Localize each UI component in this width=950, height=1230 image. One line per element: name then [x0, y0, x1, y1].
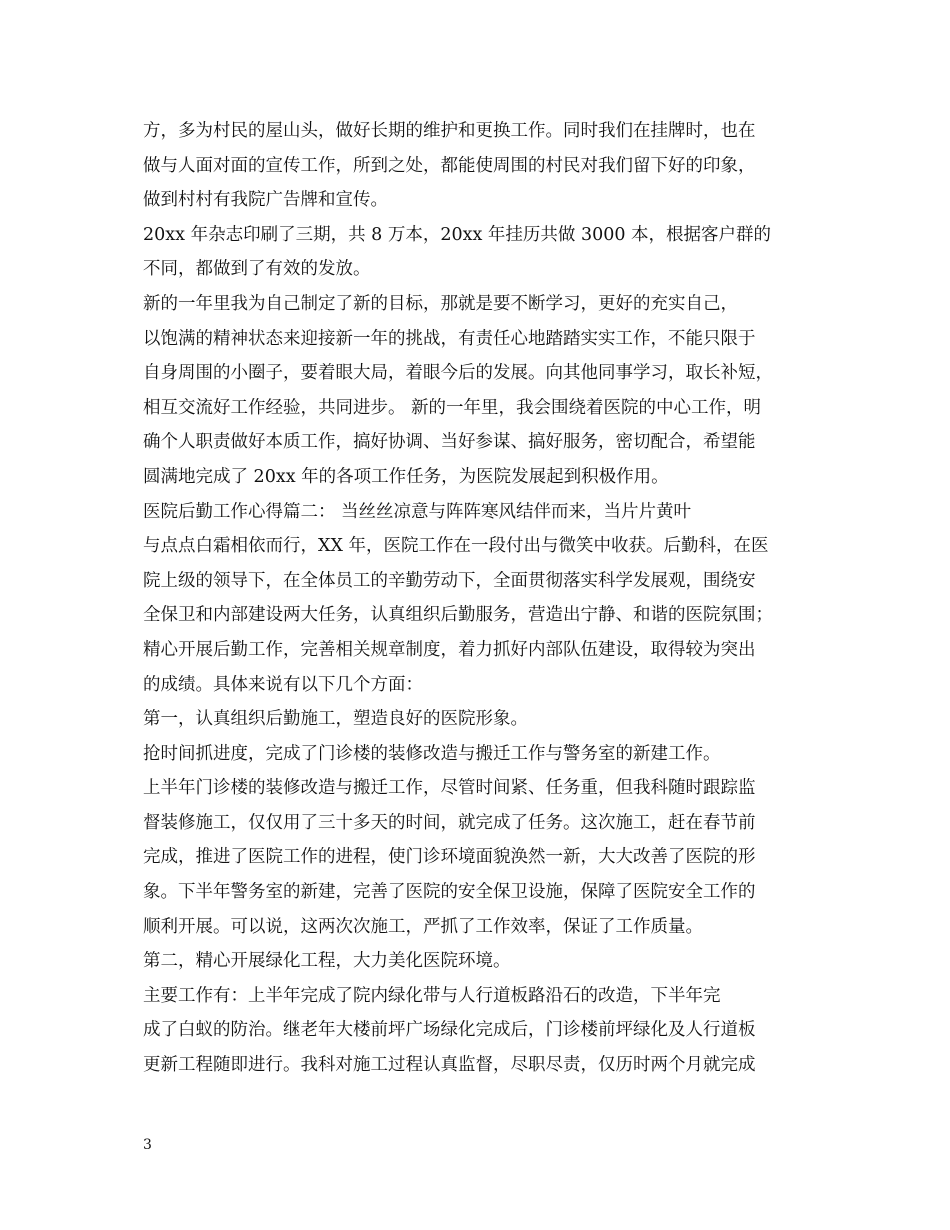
text-line: 做到村村有我院广告牌和宣传。	[143, 190, 388, 211]
text-line: 不同，都做到了有效的发放。	[143, 259, 371, 280]
text-line: 主要工作有：上半年完成了院内绿化带与人行道板路沿石的改造，下半年完	[143, 985, 721, 1006]
text-line: 圆满地完成了 20xx 年的各项工作任务，为医院发展起到积极作用。	[143, 466, 669, 487]
text-line: 顺利开展。可以说，这两次次施工，严抓了工作效率，保证了工作质量。	[143, 916, 703, 937]
text-line: 成了白蚁的防治。继老年大楼前坪广场绿化完成后，门诊楼前坪绿化及人行道板	[143, 1020, 756, 1041]
body-text	[143, 114, 813, 1083]
text-line: 第二，精心开展绿化工程，大力美化医院环境。	[143, 951, 511, 972]
text-line: 自身周围的小圈子，要着眼大局，着眼今后的发展。向其他同事学习，取长补短，	[143, 363, 773, 384]
text-line: 做与人面对面的宣传工作，所到之处，都能使周围的村民对我们留下好的印象，	[143, 155, 756, 176]
text-line: 确个人职责做好本质工作，搞好协调、当好参谋、搞好服务，密切配合，希望能	[143, 432, 756, 453]
text-line: 完成，推进了医院工作的进程，使门诊环境面貌涣然一新，大大改善了医院的形	[143, 847, 756, 868]
text-line: 20xx 年杂志印刷了三期，共 8 万本，20xx 年挂历共做 3000 本，根据客户群的	[143, 224, 772, 245]
text-line: 督装修施工，仅仅用了三十多天的时间，就完成了任务。这次施工，赶在春节前	[143, 812, 756, 833]
text-line: 精心开展后勤工作，完善相关规章制度，着力抓好内部队伍建设，取得较为突出	[143, 639, 756, 660]
text-line: 上半年门诊楼的装修改造与搬迁工作，尽管时间紧、任务重，但我科随时跟踪监	[143, 778, 756, 799]
text-line: 的成绩。具体来说有以下几个方面：	[143, 674, 423, 695]
page-number: 3	[143, 1137, 152, 1153]
text-line: 更新工程随即进行。我科对施工过程认真监督，尽职尽责，仅历时两个月就完成	[143, 1055, 756, 1076]
text-line: 抢时间抓进度，完成了门诊楼的装修改造与搬迁工作与警务室的新建工作。	[143, 743, 721, 764]
text-line: 以饱满的精神状态来迎接新一年的挑战，有责任心地踏踏实实工作，不能只限于	[143, 328, 756, 349]
text-line: 方，多为村民的屋山头，做好长期的维护和更换工作。同时我们在挂牌时，也在	[143, 121, 756, 141]
text-line: 相互交流好工作经验，共同进步。 新的一年里，我会围绕着医院的中心工作，明	[143, 397, 762, 418]
text-line: 院上级的领导下，在全体员工的辛勤劳动下，全面贯彻落实科学发展观，围绕安	[143, 570, 756, 591]
text-line: 新的一年里我为自己制定了新的目标，那就是要不断学习，更好的充实自己，	[143, 293, 738, 314]
text-line: 象。下半年警务室的新建，完善了医院的安全保卫设施，保障了医院安全工作的	[143, 882, 756, 903]
text-line: 全保卫和内部建设两大任务，认真组织后勤服务，营造出宁静、和谐的医院氛围；	[143, 605, 773, 626]
text-line: 第一，认真组织后勤施工，塑造良好的医院形象。	[143, 709, 528, 730]
text-line: 医院后勤工作心得篇二： 当丝丝凉意与阵阵寒风结伴而来，当片片黄叶	[143, 501, 692, 522]
text-line: 与点点白霜相依而行，XX 年，医院工作在一段付出与微笑中收获。后勤科，在医	[143, 536, 769, 557]
